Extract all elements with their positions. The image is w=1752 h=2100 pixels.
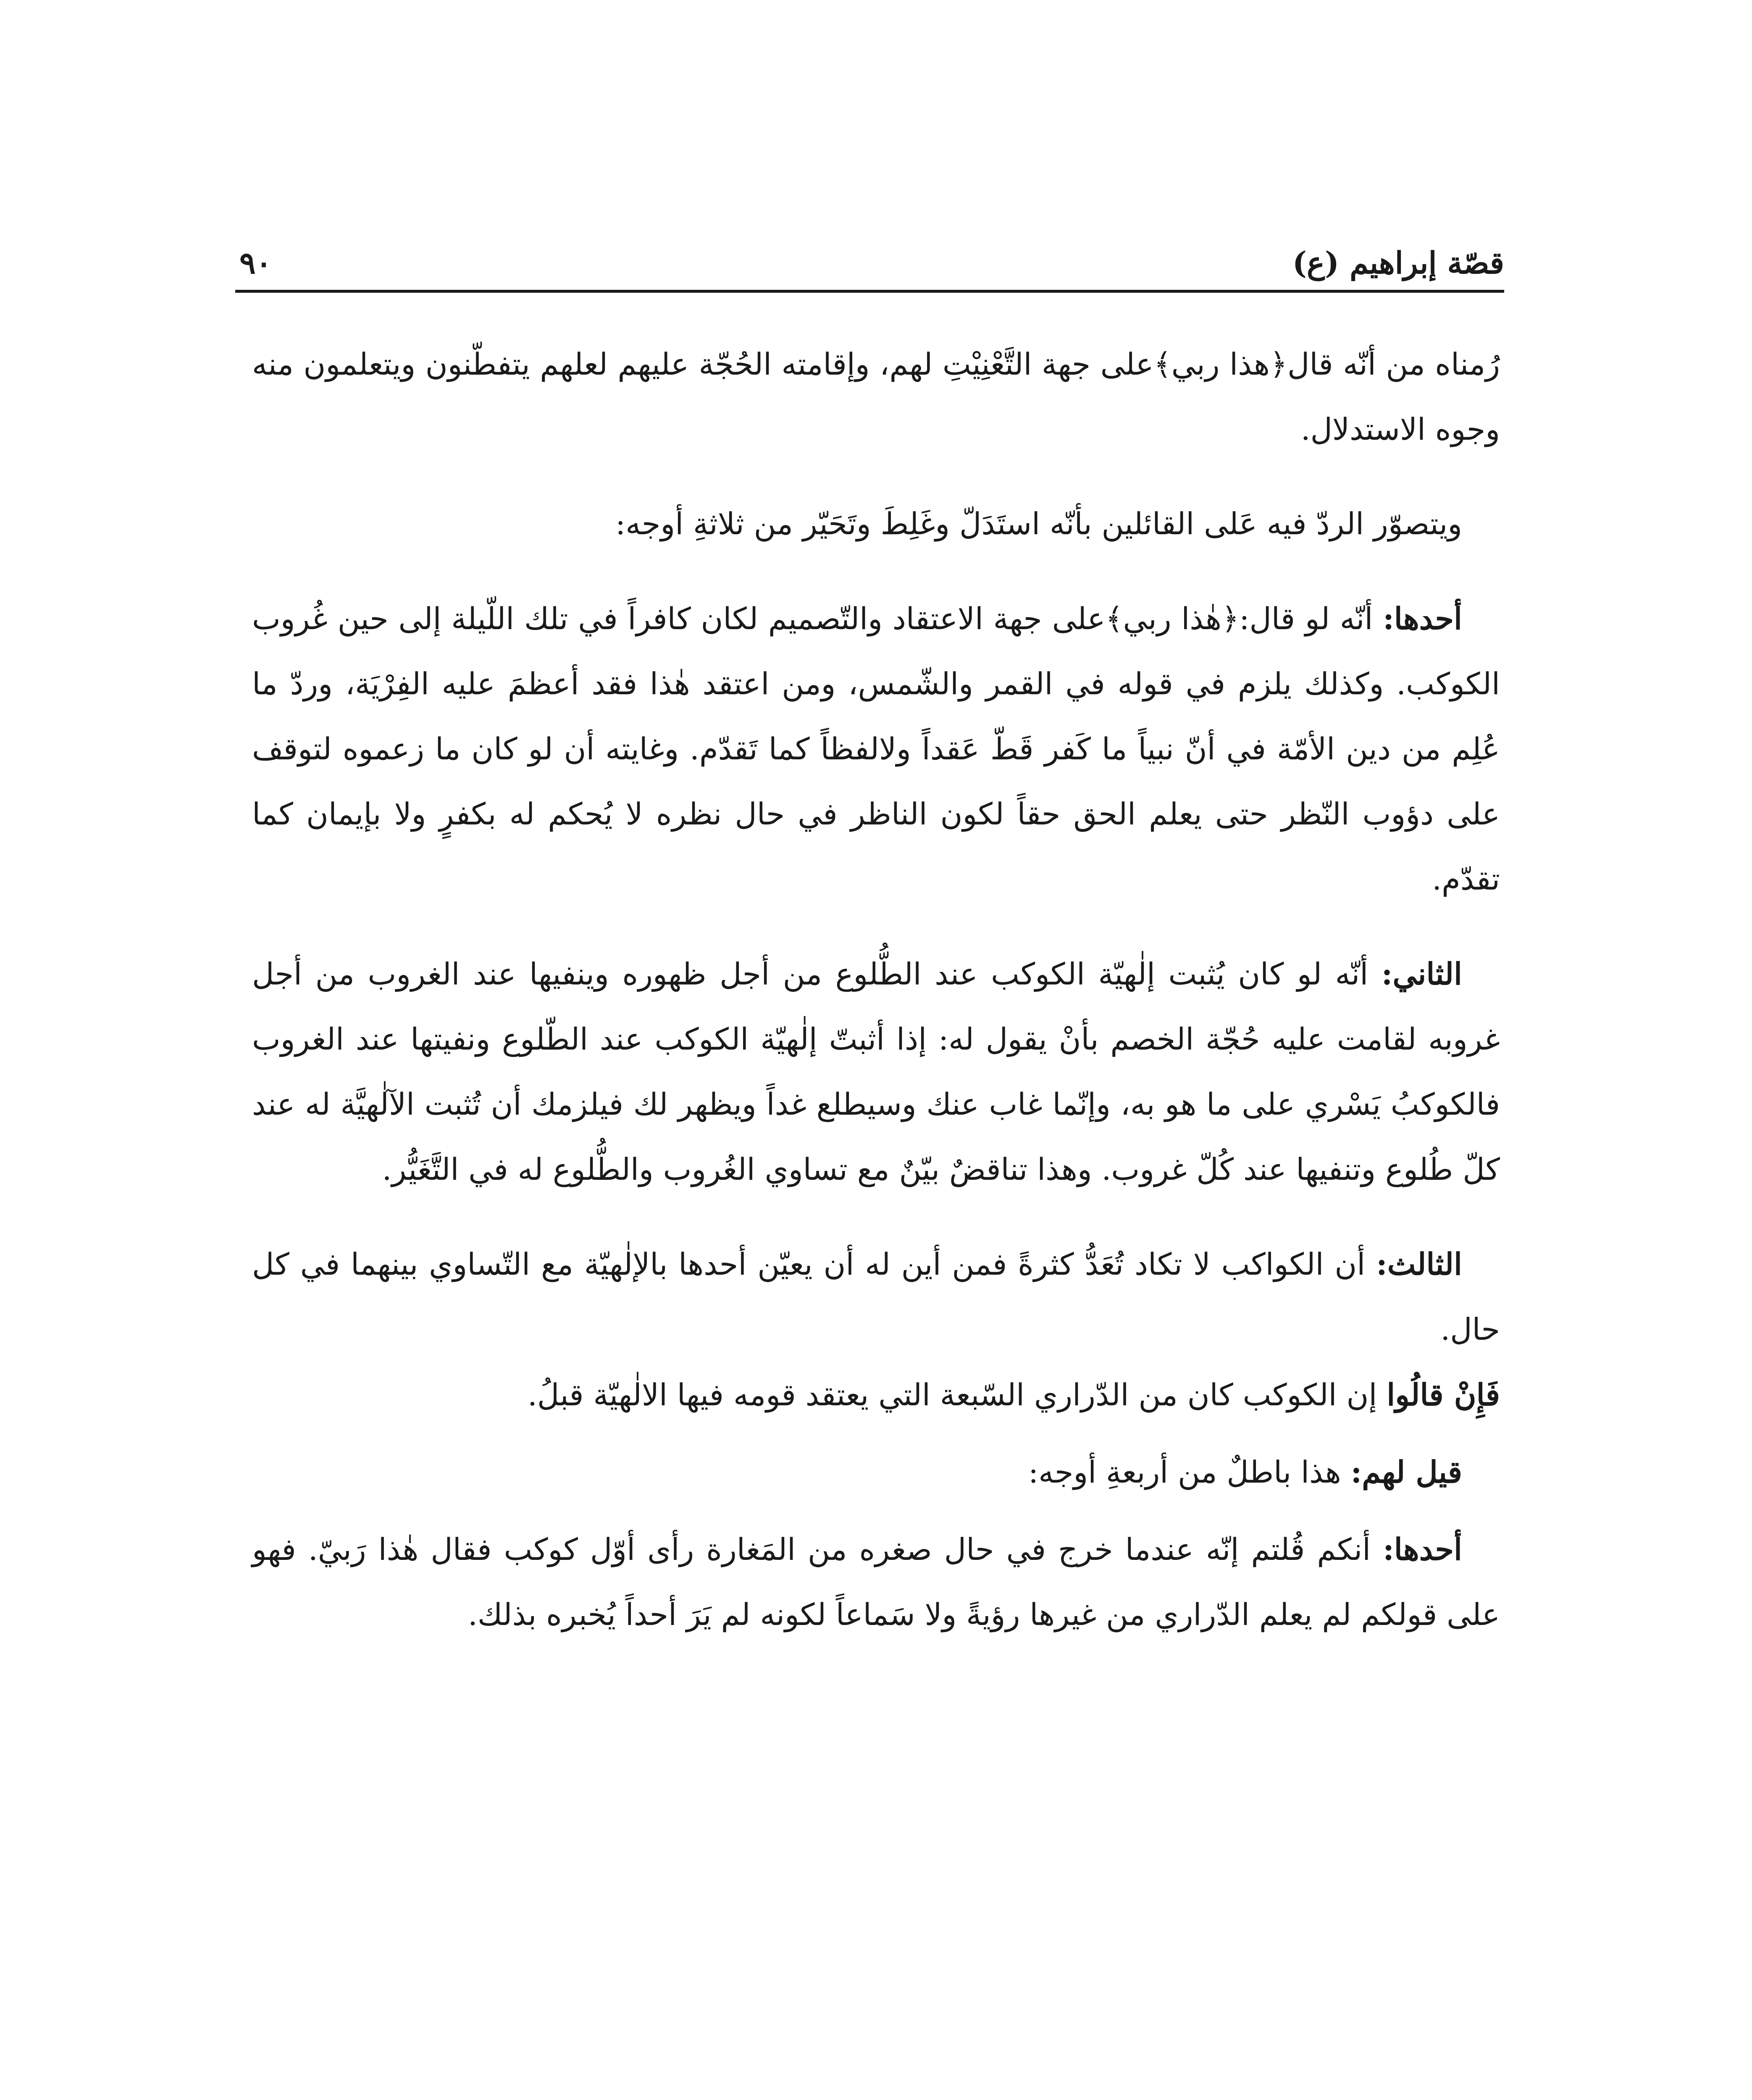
paragraph-lead: فَإِنْ قالُوا xyxy=(1387,1377,1500,1412)
paragraph-lead: قيل لهم: xyxy=(1350,1454,1462,1490)
paragraph-text: إن الكوكب كان من الدّراري السّبعة التي يعتقد قومه فيها الالٰهيّة قبلُ. xyxy=(527,1377,1387,1412)
paragraph-text: رُمناه من أنّه قال﴿هذا ربي﴾على جهة التَّعْنِيْتِ لهم، وإقامته الحُجّة عليهم لعلهم يتفطّنون ويتعلمون منه وجوه الاستدلال. xyxy=(252,346,1500,447)
paragraph-lead: الثالث: xyxy=(1376,1246,1462,1282)
paragraph-reply-first xyxy=(252,1517,1500,1647)
paragraph-first-argument xyxy=(252,586,1500,912)
paragraph-lead: أحدها: xyxy=(1383,1531,1462,1567)
paragraph-text: ويتصوّر الردّ فيه عَلى القائلين بأنّه استَدَلّ وغَلِطَ وتَحَيّر من ثلاثةِ أوجه: xyxy=(615,506,1462,541)
paragraph-lead: أحدها: xyxy=(1383,601,1462,636)
paragraph-reply xyxy=(252,1439,1500,1505)
paragraph-1 xyxy=(252,332,1500,462)
page-number: ٩٠ xyxy=(239,245,272,281)
paragraph-text: هذا باطلٌ من أربعةِ أوجه: xyxy=(1028,1454,1351,1490)
paragraph-third-argument xyxy=(252,1231,1500,1362)
chapter-title: قصّة إبراهيم (ع) xyxy=(1292,245,1504,281)
paragraph-second-argument xyxy=(252,941,1500,1202)
paragraph-text: أنّه لو كان يُثبت إلٰهيّة الكوكب عند الطُّلوع من أجل ظهوره وينفيها عند الغروب من أجل غروبه لقامت عليه حُجّة الخصم بأنْ يقول له: إذا أثبتّ إلٰهيّة الكوكب عند الطّلوع ونفيتها عند الغروب فالكوكبُ يَسْري على ما هو به، وإنّما غاب عنك وسيطلع غداً ويظهر لك فيلزمك أن تُثبت الآلٰهيَّة له عند كلّ طُلوع وتنفيها عند كُلّ غروب. وهذا تناقضٌ بيّنٌ مع تساوي الغُروب والطُّلوع له في التَّغَيُّر. xyxy=(252,956,1500,1187)
paragraph-objection xyxy=(252,1362,1500,1428)
paragraph-2 xyxy=(252,491,1500,556)
paragraph-text: أنكم قُلتم إنّه عندما خرج في حال صغره من المَغارة رأى أوّل كوكب فقال هٰذا رَبيّ. فهو على قولكم لم يعلم الدّراري من غيرها رؤيةً ولا سَماعاً لكونه لم يَرَ أحداً يُخبره بذلك. xyxy=(252,1532,1500,1632)
body-text xyxy=(252,332,1500,1647)
paragraph-text: أنّه لو قال:﴿هٰذا ربي﴾على جهة الاعتقاد والتّصميم لكان كافراً في تلك اللّيلة إلى حين غُروب الكوكب. وكذلك يلزم في قوله في القمر والشّمس، ومن اعتقد هٰذا فقد أعظمَ عليه الفِرْيَة، وردّ ما عُلِم من دين الأمّة في أنّ نبياً ما كَفر قَطّ عَقداً ولالفظاً كما تَقدّم. وغايته أن لو كان ما زعموه لتوقف على دؤوب النّظر حتى يعلم الحق حقاً لكون الناظر في حال نظره لا يُحكم له بكفرٍ ولا بإيمان كما تقدّم. xyxy=(252,601,1500,897)
paragraph-text: أن الكواكب لا تكاد تُعَدُّ كثرةً فمن أين له أن يعيّن أحدها بالإلٰهيّة مع التّساوي بينهما في كل حال. xyxy=(252,1247,1500,1347)
paragraph-lead: الثاني: xyxy=(1381,956,1462,992)
running-header xyxy=(235,235,1504,293)
